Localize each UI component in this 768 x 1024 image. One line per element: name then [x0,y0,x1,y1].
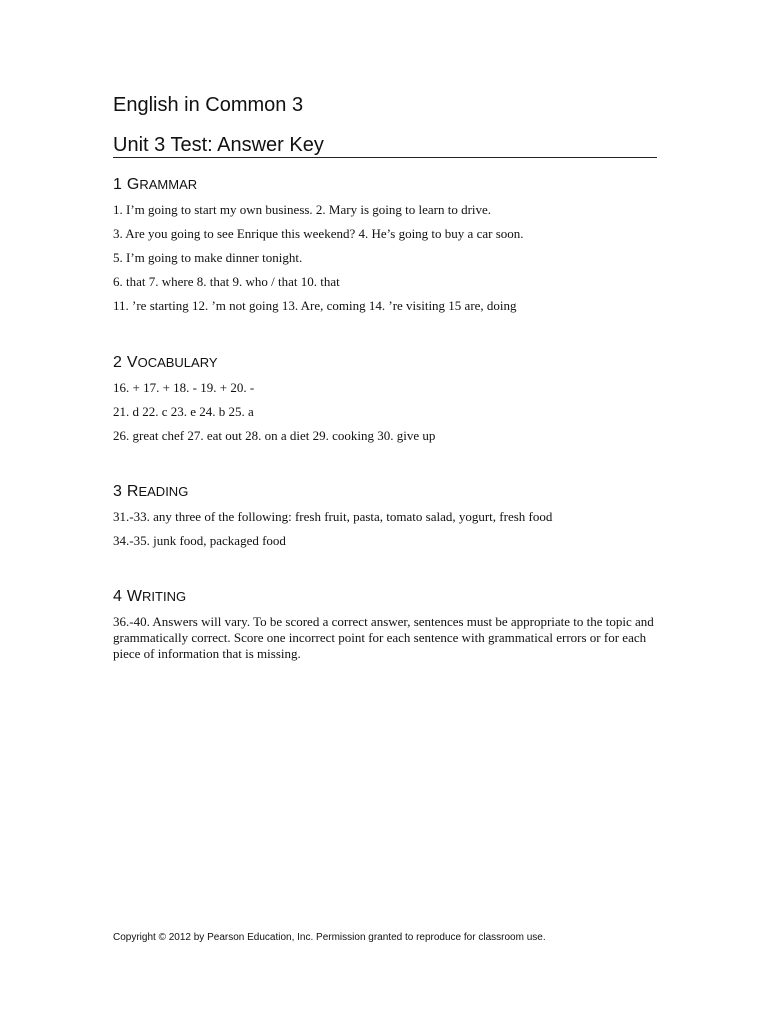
writing-instructions: 36.-40. Answers will vary. To be scored a correct answer, sentences must be appropriate to the topic and grammatically correct. Score one incorrect point for each sentence with grammatical errors or for each piece of information that is missing. [113,614,654,661]
answer-line: 21. d 22. c 23. e 24. b 25. a [113,404,254,419]
answer-line: 16. + 17. + 18. - 19. + 20. - [113,380,255,395]
section-number: 3 [113,483,122,500]
writing-heading [113,587,657,607]
answer-line: 5. I’m going to make dinner tonight. [113,250,303,265]
answer-line: 26. great chef 27. eat out 28. on a diet 29. cooking 30. give up [113,428,436,443]
answer-line: 34.-35. junk food, packaged food [113,533,286,548]
answer-line: 1. I’m going to start my own business. 2. Mary is going to learn to drive. [113,202,492,217]
answer-line: 31.-33. any three of the following: fresh fruit, pasta, tomato salad, yogurt, fresh food [113,509,553,524]
reading-heading [113,482,657,502]
section-title-initial: G [126,176,140,193]
writing-section [113,587,657,662]
section-title-rest: RITING [142,589,187,604]
answer-line: 3. Are you going to see Enrique this weekend? 4. He’s going to buy a car soon. [113,226,524,241]
section-number: 2 [113,354,122,371]
answer-key-page [113,0,657,1024]
section-title-rest: RAMMAR [139,177,198,192]
title-underline [113,157,657,158]
copyright-footer: Copyright © 2012 by Pearson Education, Inc. Permission granted to reproduce for classroom use. [113,932,546,943]
section-title-rest: OCABULARY [137,355,218,370]
vocabulary-heading [113,353,657,373]
vocabulary-section [113,353,657,452]
reading-section [113,482,657,557]
section-number: 4 [113,588,122,605]
section-title-rest: EADING [138,484,189,499]
section-title-initial: W [126,588,143,605]
grammar-heading [113,175,657,195]
section-number: 1 [113,176,122,193]
page-title: Unit 3 Test: Answer Key [113,134,324,156]
grammar-section [113,175,657,322]
section-title-initial: R [126,483,139,500]
answer-line: 11. ’re starting 12. ’m not going 13. Are, coming 14. ’re visiting 15 are, doing [113,298,517,313]
book-title: English in Common 3 [113,94,304,116]
answer-line: 6. that 7. where 8. that 9. who / that 10. that [113,274,340,289]
section-title-initial: V [126,354,138,371]
